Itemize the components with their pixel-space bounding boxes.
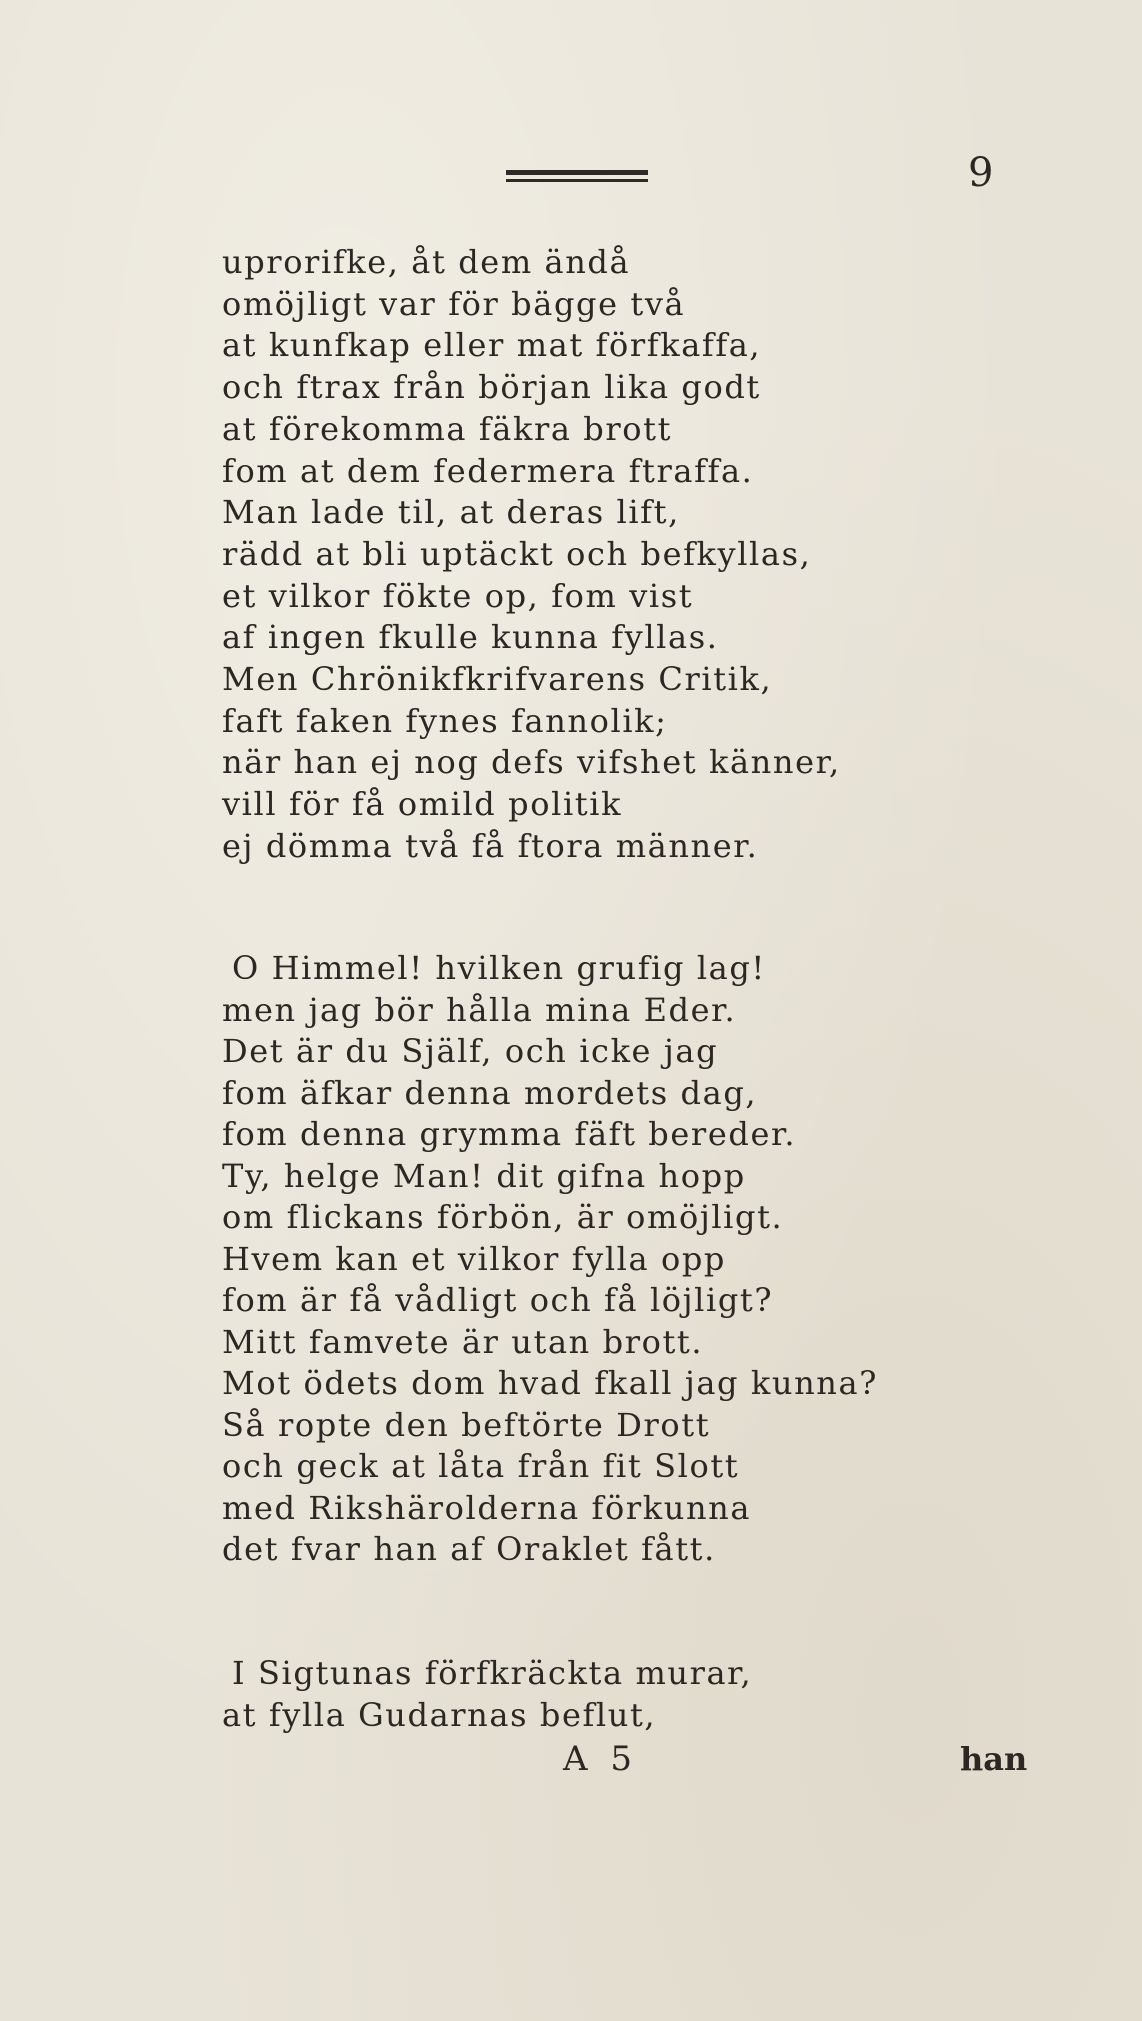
header-ornament-rule xyxy=(506,166,648,188)
verse-line: fom är få vådligt och få löjligt? xyxy=(222,1281,774,1319)
signature-mark: A 5 xyxy=(563,1739,638,1779)
verse-line: et vilkor fökte op, fom vist xyxy=(222,576,694,615)
verse-line: Det är du Själf, och icke jag xyxy=(222,1032,719,1070)
verse-line: Så ropte den beftörte Drott xyxy=(222,1405,711,1444)
verse-line: Hvem kan et vilkor fylla opp xyxy=(222,1239,727,1278)
verse-line: fom at dem federmera ftraffa. xyxy=(222,451,754,490)
verse-line: vill för få omild politik xyxy=(222,785,623,824)
verse-line: at kunfkap eller mat förfkaffa, xyxy=(222,326,762,365)
verse-line: Ty, helge Man! dit gifna hopp xyxy=(222,1156,746,1195)
verse-line: Mitt famvete är utan brott. xyxy=(222,1322,704,1361)
verse-line: om flickans förbön, är omöjligt. xyxy=(222,1198,784,1236)
verse-line: uprorifke, åt dem ändå xyxy=(222,243,631,281)
verse-line: at fylla Gudarnas beflut, xyxy=(222,1696,657,1734)
catchword: han xyxy=(960,1740,1028,1778)
verse-line: Men Chrönikfkrifvarens Critik, xyxy=(222,660,773,699)
verse-line: men jag bör hålla mina Eder. xyxy=(222,990,737,1029)
verse-line: faft faken fynes fannolik; xyxy=(222,701,668,740)
verse-line: Mot ödets dom hvad fkall jag kunna? xyxy=(222,1364,878,1402)
verse-line: fom äfkar denna mordets dag, xyxy=(222,1073,758,1112)
verse-line: och ftrax från början lika godt xyxy=(222,368,761,407)
verse-line: omöjligt var för bägge två xyxy=(222,284,686,323)
stanza-3 xyxy=(222,1652,752,1736)
verse-line: I Sigtunas förfkräckta murar, xyxy=(232,1654,753,1692)
verse-line: at förekomma fäkra brott xyxy=(222,409,673,448)
verse-line: af ingen fkulle kunna fyllas. xyxy=(222,618,719,657)
verse-line: rädd at bli uptäckt och befkyllas, xyxy=(222,534,812,573)
verse-line: och geck at låta från fit Slott xyxy=(222,1447,740,1485)
page-number: 9 xyxy=(968,150,994,196)
stanza-1 xyxy=(222,242,841,868)
verse-line: när han ej nog defs vifshet känner, xyxy=(222,743,841,782)
stanza-2 xyxy=(222,948,878,1571)
verse-line: fom denna grymma fäft bereder. xyxy=(222,1115,797,1153)
verse-line: Man lade til, at deras lift, xyxy=(222,493,680,532)
verse-line: med Rikshärolderna förkunna xyxy=(222,1488,752,1527)
verse-line: det fvar han af Oraklet fått. xyxy=(222,1530,716,1568)
verse-line: ej dömma två få ftora männer. xyxy=(222,826,759,865)
verse-line: O Himmel! hvilken grufig lag! xyxy=(232,949,766,987)
